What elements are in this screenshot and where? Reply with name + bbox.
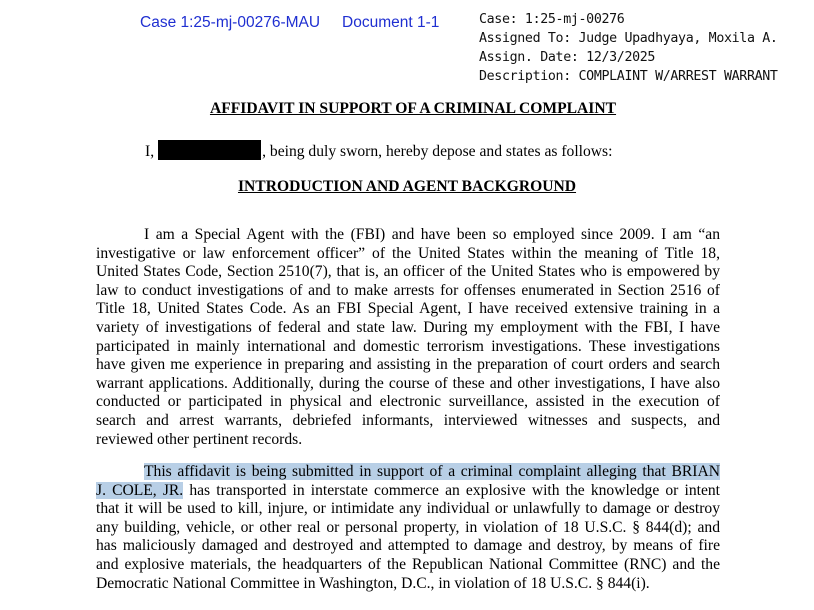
paragraph-line: search and arrest warrants, debriefed informants, interviewed witnesses and suspects, and <box>96 411 720 429</box>
paragraph-line: and explosive materials, the headquarters of the Republican National Committee (RNC) and the <box>96 555 720 573</box>
paragraph-line: Title 18, United States Code. As an FBI Special Agent, I have received extensive training in a <box>96 300 720 318</box>
paragraph-line: have given me experience in preparing and assisting in the preparation of court orders and search <box>96 356 720 374</box>
document-title: AFFIDAVIT IN SUPPORT OF A CRIMINAL COMPLAINT <box>209 100 617 117</box>
paragraph-line: I am a Special Agent with the (FBI) and have been so employed since 2009. I am “an <box>144 226 720 243</box>
court-header-stamp <box>140 14 439 32</box>
oath-suffix: , being duly sworn, hereby depose and states as follows: <box>262 143 613 160</box>
paragraph-line: conducted or participated in physical and electronic surveillance, assisted in the execution of <box>96 393 720 411</box>
selected-text-highlight[interactable]: This affidavit is being submitted in support of a criminal complaint alleging that BRIAN <box>144 463 720 480</box>
stamp-description-line: Description: COMPLAINT W/ARREST WARRANT <box>479 69 778 84</box>
document-number-header: Document 1-1 <box>342 14 440 31</box>
paragraph-line: variety of investigations of federal and state law. During my employment with the FBI, I have <box>96 318 720 336</box>
paragraph-line: law to conduct investigations of and to make arrests for offenses enumerated in Section 2516 of <box>96 281 720 299</box>
stamp-judge-line: Assigned To: Judge Upadhyaya, Moxila A. <box>479 31 778 46</box>
stamp-case-line: Case: 1:25-mj-00276 <box>479 12 625 27</box>
paragraph-complaint-purpose <box>96 463 720 593</box>
paragraph-line: United States Code, Section 2510(7), that is, an officer of the United States who is empowered by <box>96 263 720 281</box>
paragraph-line <box>96 463 720 482</box>
paragraph-line: has maliciously damaged and destroyed and attempted to damage and destroy, by means of fire <box>96 537 720 555</box>
oath-line <box>145 140 612 161</box>
paragraph-line: Democratic National Committee in Washington, D.C., in violation of 18 U.S.C. § 844(i). <box>96 574 650 592</box>
oath-prefix: I, <box>145 143 155 160</box>
paragraph-line: investigative or law enforcement officer” of the United States within the meaning of Title 18, <box>96 244 720 262</box>
paragraph-line: reviewed other pertinent records. <box>96 430 303 448</box>
paragraph-line: warrant applications. Additionally, during the course of these and other investigations, I have also <box>96 374 720 392</box>
case-number-header: Case 1:25-mj-00276-MAU <box>140 14 321 31</box>
stamp-date-line: Assign. Date: 12/3/2025 <box>479 50 656 65</box>
redaction-bar <box>158 140 261 160</box>
section-heading: INTRODUCTION AND AGENT BACKGROUND <box>237 178 577 195</box>
selected-text-highlight[interactable]: J. COLE, JR. <box>96 481 184 499</box>
paragraph-line: any building, vehicle, or other real or personal property, in violation of 18 U.S.C. § 844(d); and <box>96 518 720 536</box>
paragraph-text: has transported in interstate commerce an explosive with the knowledge or intent <box>183 481 721 499</box>
paragraph-line: that it will be used to kill, injure, or intimidate any individual or unlawfully to damage or destroy <box>96 500 720 518</box>
paragraph-line: participated in mainly international and domestic terrorism investigations. These investigations <box>96 337 720 355</box>
clerk-assignment-stamp <box>479 10 778 86</box>
paragraph-agent-background <box>96 226 720 449</box>
paragraph-line <box>96 482 720 501</box>
